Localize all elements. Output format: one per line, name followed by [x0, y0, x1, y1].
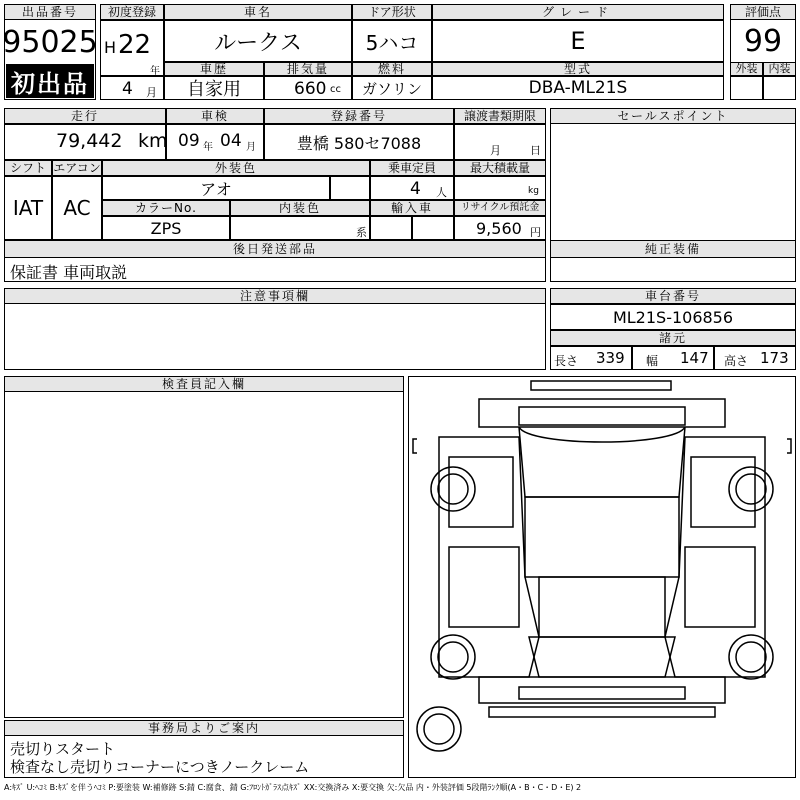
door-value: 5ハコ [352, 20, 432, 62]
car-diagram [409, 377, 795, 777]
mileage-value: 79,442 [56, 130, 123, 152]
interior-color-label: 内装色 [230, 200, 370, 216]
grade-label: グレード [432, 4, 724, 20]
chassis-label: 車台番号 [550, 288, 796, 304]
left-side [439, 437, 539, 677]
exterior-score-value [730, 76, 763, 100]
inspector-block [4, 376, 404, 718]
first-reg-month: 4 [122, 79, 133, 99]
sales-points-label: セールスポイント [550, 108, 796, 124]
inspection-year-unit: 年 [203, 142, 213, 153]
mileage-unit: km [138, 130, 168, 152]
displacement-label: 排気量 [264, 62, 352, 76]
fuel-value: ガソリン [352, 76, 432, 100]
parts-value: 保証書 車両取説 [10, 263, 128, 282]
right-side [665, 437, 765, 677]
first-listing-badge: 初出品 [6, 64, 94, 98]
chassis-value: ML21S-106856 [550, 304, 796, 330]
capacity-value: 4 [410, 179, 421, 199]
exterior-score-label: 外装 [730, 62, 763, 76]
rear-window [529, 637, 675, 677]
equipment-label: 純正装備 [550, 240, 796, 258]
rear-roof [539, 577, 665, 637]
max-load-unit: kg [528, 186, 539, 196]
score-label: 評価点 [730, 4, 796, 20]
roof [525, 497, 679, 577]
windshield [519, 427, 685, 497]
import-cell-b [412, 216, 454, 240]
front-panel [479, 399, 725, 427]
office-label: 事務局よりご案内 [4, 720, 404, 736]
exterior-color-value: アオ [102, 176, 330, 200]
recycle-value: 9,560 [476, 219, 522, 238]
first-reg-era: H [104, 38, 117, 57]
interior-color-cell [230, 216, 370, 240]
recycle-label: リサイクル預託金 [454, 200, 546, 216]
inspection-year: 09 [178, 131, 200, 151]
door-label: ドア形状 [352, 4, 432, 20]
mileage-label: 走行 [4, 108, 166, 124]
history-value: 自家用 [164, 76, 264, 100]
displacement-value: 660 [294, 79, 327, 99]
bracket-right [787, 439, 791, 453]
interior-score-label: 内装 [763, 62, 796, 76]
length-label: 長さ [554, 354, 579, 368]
dims-label: 諸元 [550, 330, 796, 346]
inspection-label: 車検 [166, 108, 264, 124]
plate-value: 豊橋 580セ7088 [264, 124, 454, 160]
capacity-unit: 人 [436, 186, 447, 199]
office-line-1: 売切りスタート [10, 740, 116, 758]
legend: A:ｷｽﾞ U:ﾍｺﾐ B:ｷｽﾞを伴うﾍｺﾐ P:要塗装 W:補修跡 S:錆 C:腐食、錆 G:ﾌﾛﾝﾄｶﾞﾗｽ点ｷｽﾞ XX:交換済み X:要交換 欠:欠品 内・外装評価 5段階ﾗﾝｸ順(A・B・C・D・E) 2 [4, 783, 582, 792]
height-label: 高さ [724, 354, 749, 368]
color-no-value: ZPS [102, 216, 230, 240]
exterior-color-extra [330, 176, 370, 200]
color-no-label: カラーNo. [102, 200, 230, 216]
aircon-label: エアコン [53, 161, 101, 175]
inspection-month-unit: 月 [246, 142, 256, 153]
model-label: 型式 [432, 62, 724, 76]
plate-label: 登録番号 [264, 108, 454, 124]
length-value: 339 [596, 349, 625, 367]
transfer-label: 譲渡書類期限 [454, 108, 546, 124]
car-diagram-frame [408, 376, 796, 778]
interior-score-value [763, 76, 796, 100]
rear-bumper [489, 707, 715, 717]
first-reg-year-unit: 年 [150, 66, 160, 77]
interior-color-unit: 系 [356, 226, 367, 239]
fuel-label: 燃料 [352, 62, 432, 76]
model-value: DBA-ML21S [432, 76, 724, 100]
office-line-2: 検査なし売切りコーナーにつきノークレーム [10, 758, 310, 776]
inspector-label: 検査員記入欄 [4, 376, 404, 392]
exterior-color-label: 外装色 [102, 160, 370, 176]
car-name-value: ルークス [164, 20, 352, 62]
recycle-unit: 円 [530, 226, 541, 239]
width-label: 幅 [646, 354, 659, 368]
grade-value: E [432, 20, 724, 62]
height-value: 173 [760, 349, 789, 367]
first-reg-month-unit: 月 [146, 86, 157, 99]
shift-label: シフト [4, 160, 52, 176]
car-name-label: 車名 [164, 4, 352, 20]
first-reg-label: 初度登録 [100, 4, 164, 20]
capacity-label: 乗車定員 [370, 160, 454, 176]
displacement-unit: cc [330, 84, 341, 95]
shift-value: IAT [4, 176, 52, 240]
history-label: 車歴 [164, 62, 264, 76]
lot-number: 95025 [2, 24, 98, 60]
front-bumper [531, 381, 671, 390]
transfer-day-unit: 日 [530, 144, 541, 157]
lot-label: 出品番号 [4, 4, 96, 20]
import-label: 輸入車 [370, 200, 454, 216]
max-load-label: 最大積載量 [454, 160, 546, 176]
inspection-month: 04 [220, 131, 242, 151]
aircon-value: AC [52, 176, 102, 240]
first-reg-year: 22 [118, 30, 152, 60]
width-value: 147 [680, 349, 709, 367]
score-value: 99 [743, 23, 783, 59]
bracket-left [413, 439, 417, 453]
import-cell-a [370, 216, 412, 240]
notes-label: 注意事項欄 [4, 288, 546, 304]
parts-label: 後日発送部品 [4, 240, 546, 258]
transfer-month-unit: 月 [490, 144, 501, 157]
